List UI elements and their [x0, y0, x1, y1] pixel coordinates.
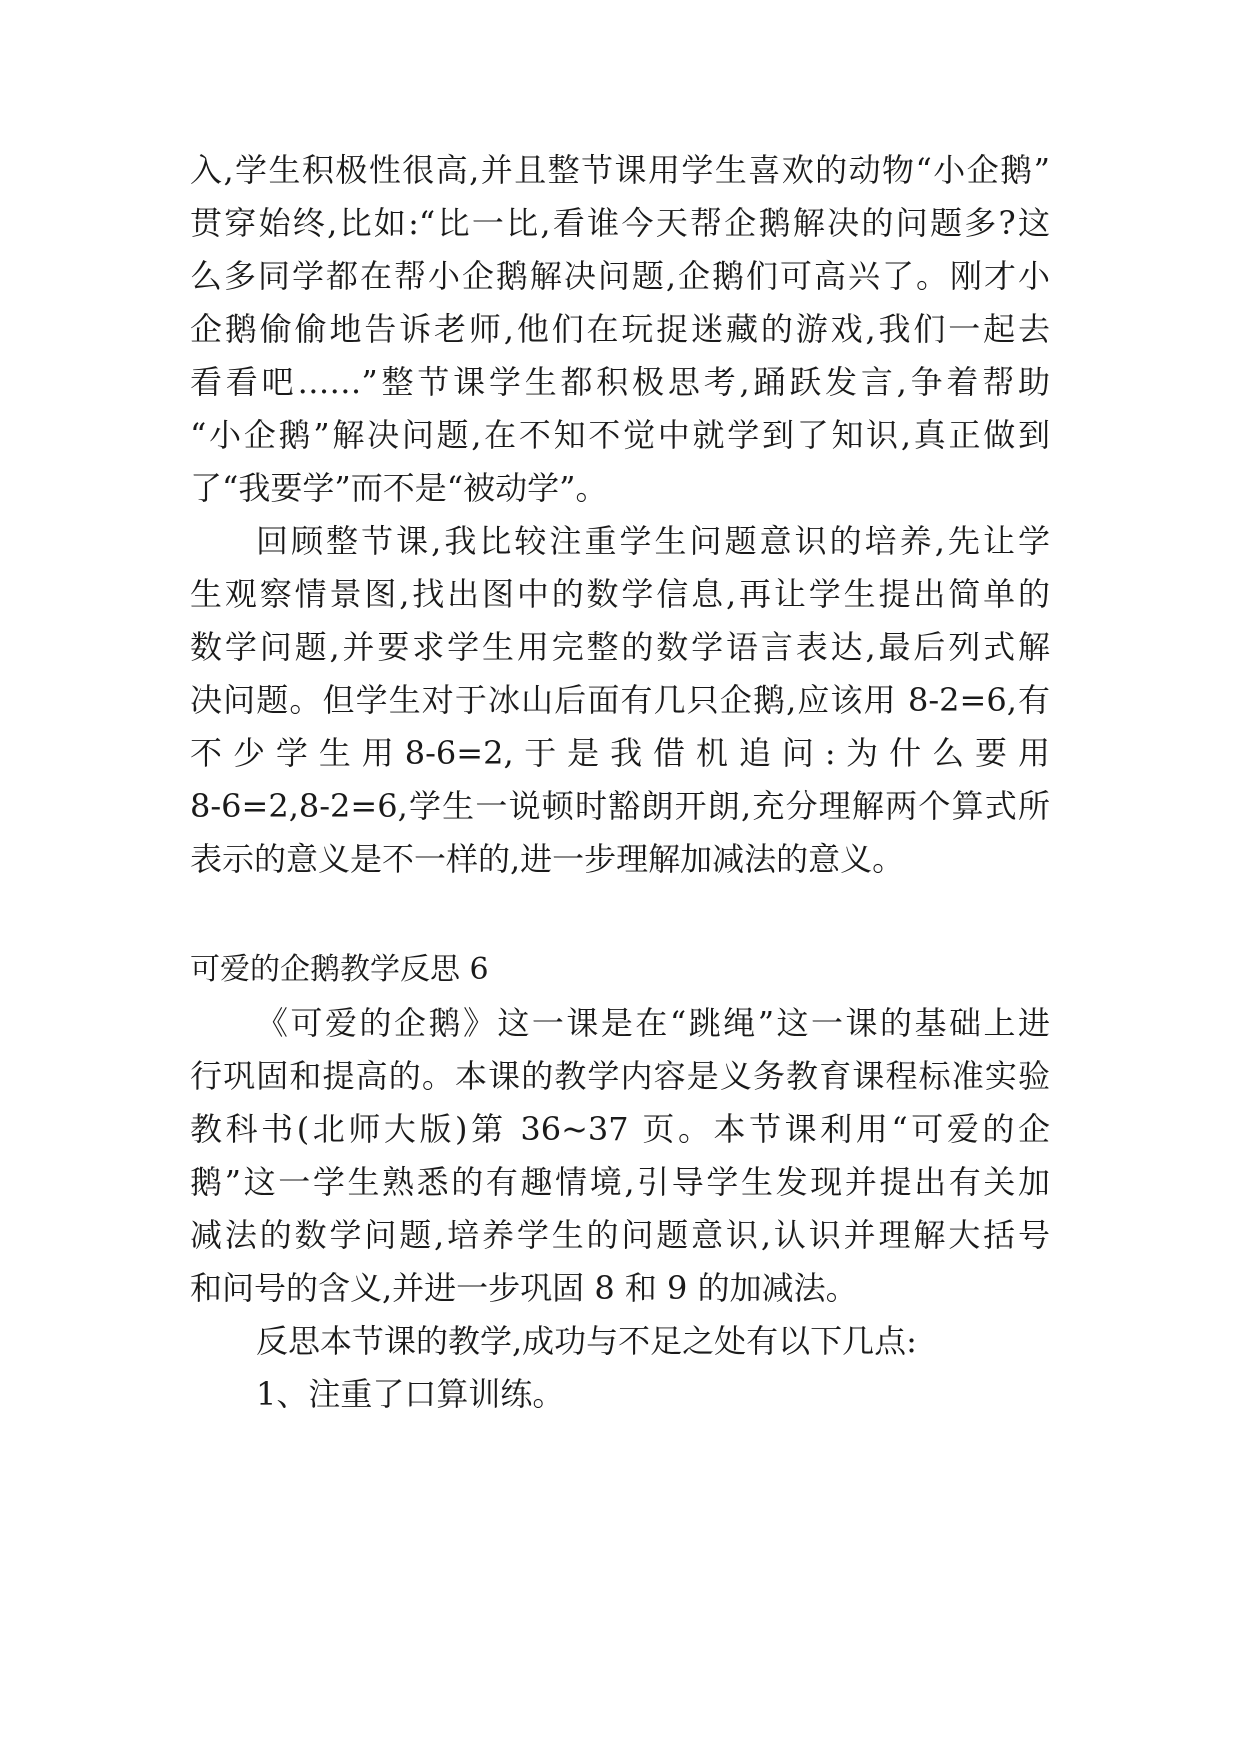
text-line: 不 少 学 生 用 8-6=2, 于 是 我 借 机 追 问 : 为 什 么 要 用	[190, 734, 1050, 772]
text-line: “小企鹅”解决问题,在不知不觉中就学到了知识,真正做到	[190, 416, 1050, 454]
text-line: 行巩固和提高的。本课的教学内容是义务教育课程标准实验	[190, 1057, 1050, 1095]
text-line: 贯穿始终,比如:“比一比,看谁今天帮企鹅解决的问题多?这	[190, 204, 1050, 242]
text-line: 《可爱的企鹅》这一课是在“跳绳”这一课的基础上进	[256, 1004, 1050, 1042]
text-line: 表示的意义是不一样的,进一步理解加减法的意义。	[190, 840, 905, 878]
text-line: 决问题。但学生对于冰山后面有几只企鹅,应该用 8-2=6,有	[190, 681, 1050, 719]
text-line: 入,学生积极性很高,并且整节课用学生喜欢的动物“小企鹅”	[190, 151, 1050, 189]
text-line: 1、注重了口算训练。	[256, 1375, 565, 1413]
section-heading: 可爱的企鹅教学反思 6	[190, 952, 489, 987]
text-line: 看看吧……”整节课学生都积极思考,踊跃发言,争着帮助	[190, 363, 1050, 401]
text-line: 么多同学都在帮小企鹅解决问题,企鹅们可高兴了。刚才小	[190, 257, 1050, 295]
text-line: 8-6=2,8-2=6,学生一说顿时豁朗开朗,充分理解两个算式所	[190, 787, 1050, 825]
text-line: 企鹅偷偷地告诉老师,他们在玩捉迷藏的游戏,我们一起去	[190, 310, 1050, 348]
text-line: 反思本节课的教学,成功与不足之处有以下几点:	[256, 1322, 917, 1360]
text-line: 了“我要学”而不是“被动学”。	[190, 469, 608, 507]
text-line: 和问号的含义,并进一步巩固 8 和 9 的加减法。	[190, 1269, 858, 1307]
text-line: 生观察情景图,找出图中的数学信息,再让学生提出简单的	[190, 575, 1050, 613]
text-line: 鹅”这一学生熟悉的有趣情境,引导学生发现并提出有关加	[190, 1163, 1050, 1201]
text-line: 数学问题,并要求学生用完整的数学语言表达,最后列式解	[190, 628, 1050, 666]
text-line: 回顾整节课,我比较注重学生问题意识的培养,先让学	[256, 522, 1050, 560]
text-line: 教科书(北师大版)第 36~37 页。本节课利用“可爱的企	[190, 1110, 1050, 1148]
text-line: 减法的数学问题,培养学生的问题意识,认识并理解大括号	[190, 1216, 1050, 1254]
